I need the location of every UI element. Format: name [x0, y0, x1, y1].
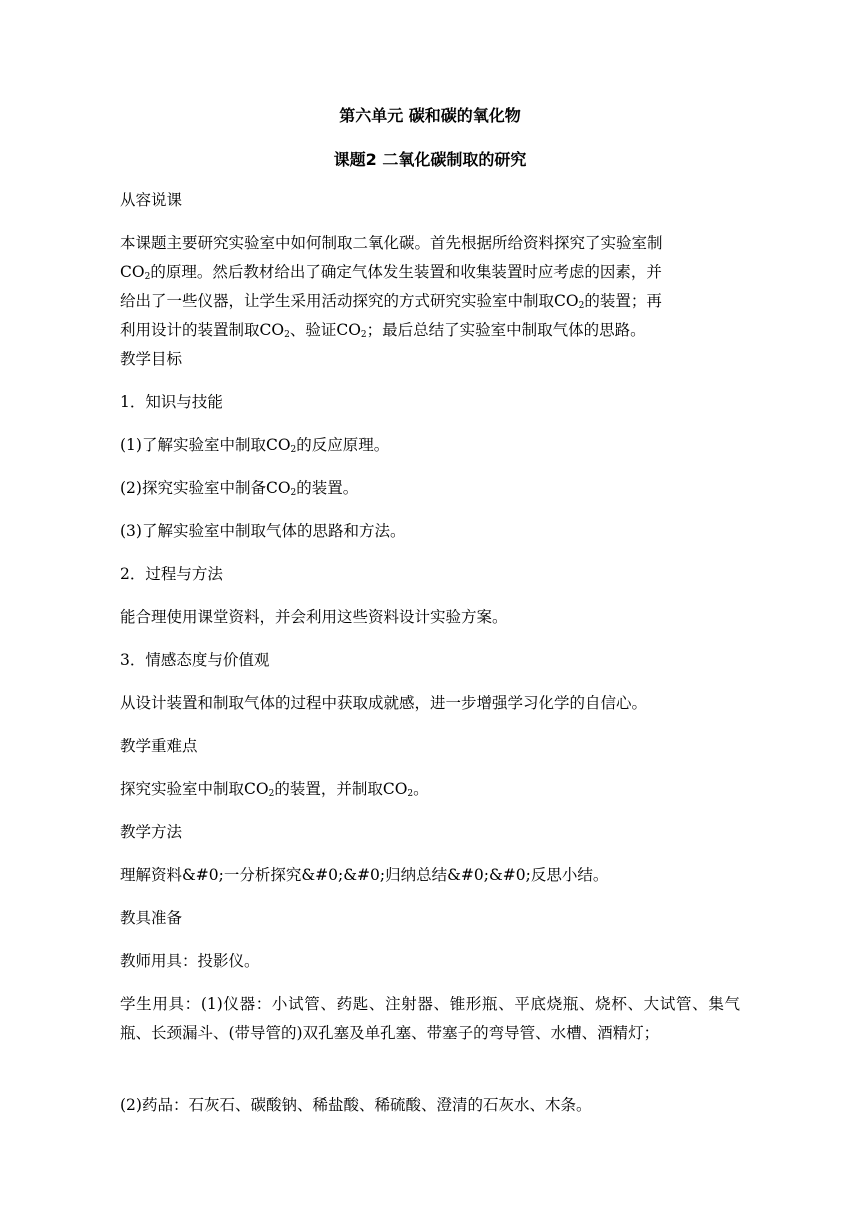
- goal1-item-3: (3)了解实验室中制取气体的思路和方法。: [120, 522, 406, 540]
- unit-title: 第六单元 碳和碳的氧化物: [339, 106, 521, 125]
- section-heading-goals: 教学目标: [120, 350, 183, 368]
- method-text: 理解资料&#0;一分析探究&#0;&#0;归纳总结&#0;&#0;反思小结。: [120, 866, 609, 884]
- section-heading-method: 教学方法: [120, 823, 183, 841]
- goal2-heading: 2．过程与方法: [120, 565, 223, 583]
- section-heading-intro: 从容说课: [120, 191, 183, 209]
- goal1-item-2: (2)探究实验室中制备$CO_2$的装置。: [120, 479, 359, 498]
- goal2-text: 能合理使用课堂资料，并会利用这些资料设计实验方案。: [120, 608, 508, 626]
- section-heading-tools: 教具准备: [120, 909, 183, 927]
- key-points-text: 探究实验室中制取$CO_2$的装置，并制取$CO_2$。: [120, 780, 429, 799]
- goal3-heading: 3．情感态度与价值观: [120, 651, 270, 669]
- intro-paragraph: 本课题主要研究实验室中如何制取二氧化碳。首先根据所给资料探究了实验室制 $CO_2$的原理。然后教材给出了确定气体发生装置和收集装置时应考虑的因素，并 给出了一些仪器，让学生采用活动探究的方式研究实验室中制取$CO_2$的装置；再 利用设计的装置制取$CO_2$、验证$CO_2$；最后总结了实验室中制取气体的思路。: [120, 234, 663, 340]
- reagents: (2)药品：石灰石、碳酸钠、稀盐酸、稀硫酸、澄清的石灰水、木条。: [120, 1096, 592, 1114]
- teacher-tools: 教师用具：投影仪。: [120, 952, 260, 970]
- lesson-subtitle: 课题2 二氧化碳制取的研究: [333, 150, 527, 169]
- goal1-item-1: (1)了解实验室中制取$CO_2$的反应原理。: [120, 436, 390, 455]
- section-heading-key-points: 教学重难点: [120, 737, 198, 755]
- goal1-heading: 1．知识与技能: [120, 393, 223, 411]
- student-tools: 学生用具：(1)仪器：小试管、药匙、注射器、锥形瓶、平底烧瓶、烧杯、大试管、集气瓶、长颈漏斗、(带导管的)双孔塞及单孔塞、带塞子的弯导管、水槽、酒精灯；: [120, 995, 740, 1042]
- goal3-text: 从设计装置和制取气体的过程中获取成就感，进一步增强学习化学的自信心。: [120, 694, 648, 712]
